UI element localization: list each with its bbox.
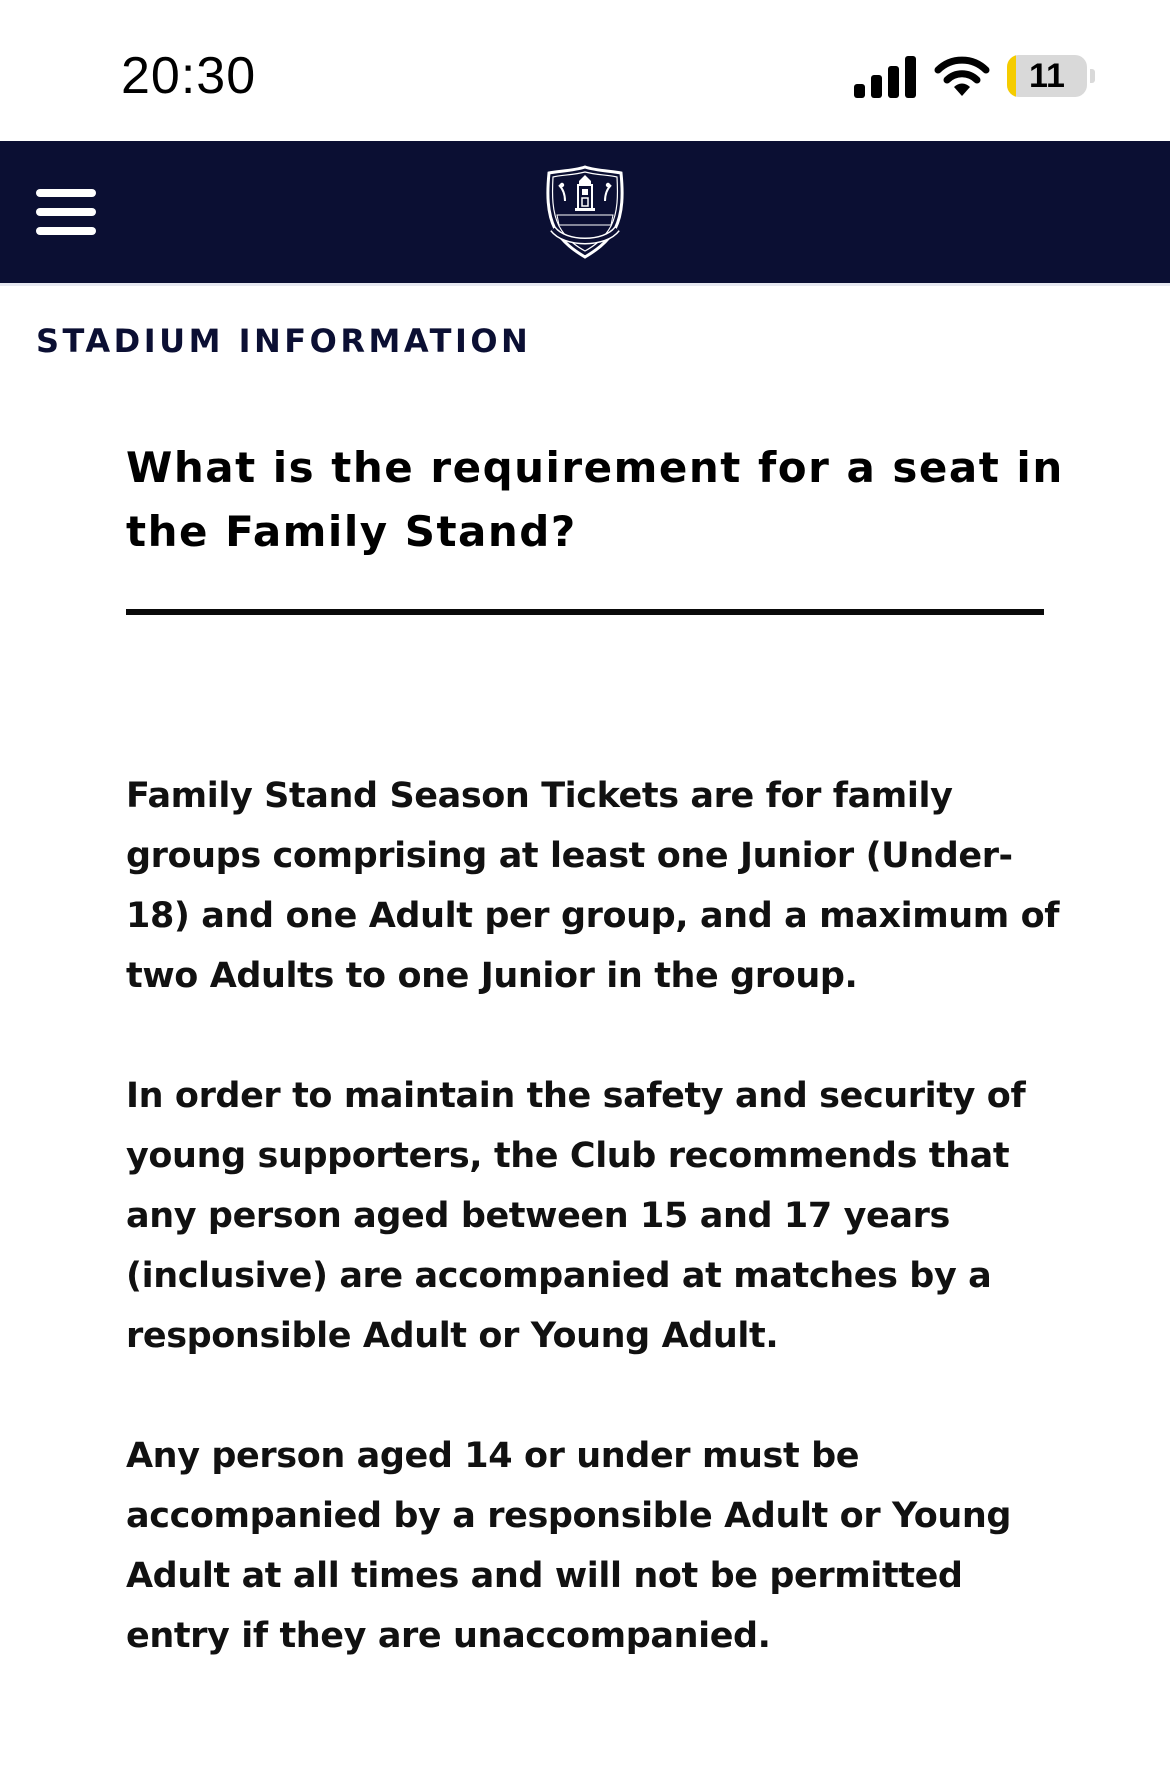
battery-icon xyxy=(1007,55,1087,97)
header-divider xyxy=(0,283,1170,286)
menu-button[interactable] xyxy=(36,187,96,237)
signal-icon xyxy=(854,56,916,98)
everton-crest-logo[interactable] xyxy=(535,163,635,263)
answer-paragraph: Family Stand Season Tickets are for family groups comprising at least one Junior (Under-18) and one Adult per group, and a maximum of two Adults to one Junior in the group. xyxy=(126,776,1060,996)
menu-icon-bar xyxy=(36,208,96,216)
title-divider xyxy=(126,609,1044,615)
question-title: What is the requirement for a seat in the Family Stand? xyxy=(126,443,1064,556)
menu-icon-bar xyxy=(36,227,96,235)
section-label: STADIUM INFORMATION xyxy=(36,322,532,360)
site-header xyxy=(0,141,1170,283)
battery-cap xyxy=(1090,69,1095,83)
answer-paragraph: Any person aged 14 or under must be accompanied by a responsible Adult or Young Adult at all times and will not be permitted entry if they are unaccompanied. xyxy=(126,1436,1012,1656)
status-time: 20:30 xyxy=(121,47,257,105)
status-bar xyxy=(0,0,1170,141)
wifi-icon xyxy=(934,54,990,98)
menu-icon-bar xyxy=(36,189,96,197)
answer-body xyxy=(126,766,1066,1726)
battery-level: 11 xyxy=(1029,56,1065,95)
answer-paragraph: In order to maintain the safety and security of young supporters, the Club recommends that any person aged between 15 and 17 years (inclusive) are accompanied at matches by a responsible Adult or Young Adult. xyxy=(126,1076,1026,1356)
